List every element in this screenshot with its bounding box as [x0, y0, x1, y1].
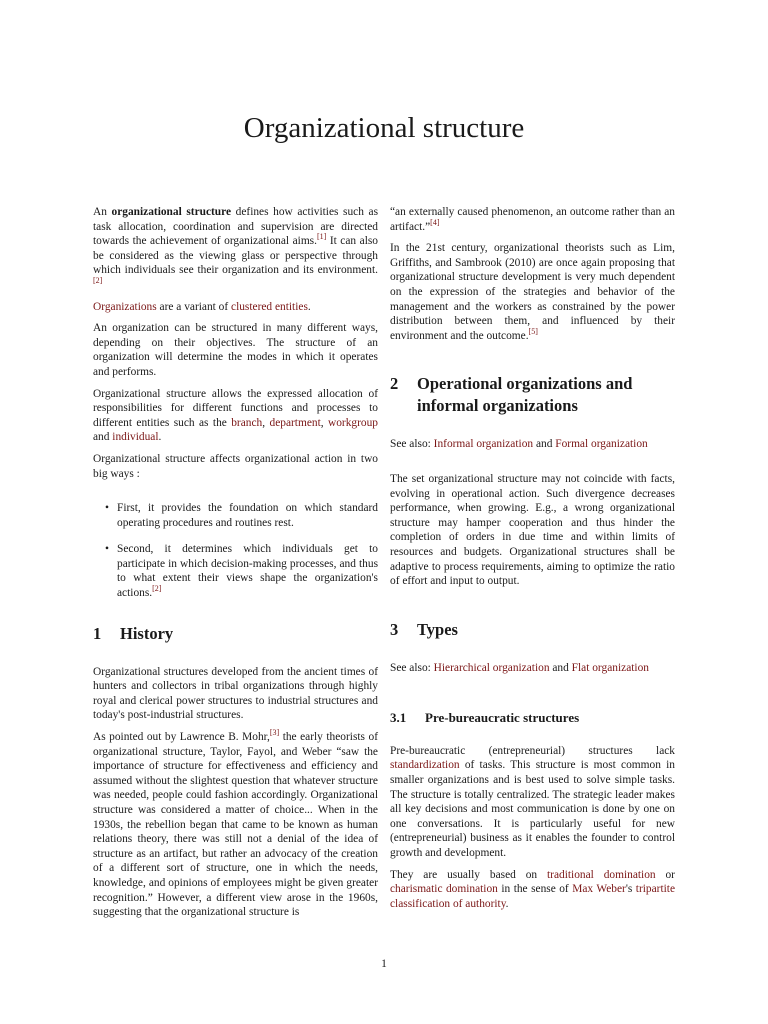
bullet-list	[93, 501, 378, 601]
page-title: Organizational structure	[243, 112, 525, 144]
citation-2[interactable]: [2]	[152, 584, 162, 594]
affects-paragraph: Organizational structure affects organizational action in two big ways :	[93, 452, 378, 480]
history-paragraph-1: Organizational structures developed from the ancient times of hunters and collectors in tribal organizations through highly royal and clerical power structures to industrial structures and today's post-industrial structures.	[93, 665, 378, 722]
informal-organization-link[interactable]: Informal organization	[433, 438, 534, 451]
section-heading-history: 1 History	[93, 623, 174, 643]
citation-2[interactable]: [2]	[93, 276, 103, 286]
organizations-link[interactable]: Organizations	[93, 300, 157, 313]
pre-bureaucratic-paragraph-1: Pre-bureaucratic (entrepreneurial) structures lack standardization of tasks. This structure is most common in smaller organizations and is best used to solve simple tasks. The structure is totally centralized. The strategic leader makes all key decisions and most communication is done by one on one conversations. It is particularly useful for new (entrepreneurial) business as it enables the founder to control growth and development.	[390, 744, 675, 860]
see-also-types: See also: Hierarchical organization and Flat organization	[390, 661, 649, 674]
left-column	[93, 205, 378, 927]
traditional-domination-link[interactable]: traditional domination	[547, 868, 656, 881]
department-link[interactable]: department	[269, 416, 321, 429]
allocation-paragraph: Organizational structure allows the expressed allocation of responsibilities for different functions and processes to different entities such as the branch, department, workgroup and individual.	[93, 387, 378, 444]
pre-bureaucratic-paragraph-2: They are usually based on traditional domination or charismatic domination in the sense of Max Weber's tripartite classification of authority.	[390, 868, 675, 910]
21st-century-paragraph: In the 21st century, organizational theorists such as Lim, Griffiths, and Sambrook (2010) are once again proposing that organizational structure development is very much dependent on the expression of the strategies and behavior of the management and the workers as constrained by the power distribution between them, and influenced by their environment and the outcome.[5]	[390, 242, 675, 342]
citation-3[interactable]: [3]	[269, 728, 280, 738]
workgroup-link[interactable]: workgroup	[328, 416, 378, 429]
citation-5[interactable]: [5]	[528, 326, 538, 336]
list-item: • Second, it determines which individuals get to participate in which decision-making processes, and thus to what extent their views shape the organization's actions.[2]	[105, 543, 378, 600]
hierarchical-organization-link[interactable]: Hierarchical organization	[433, 661, 550, 674]
structure-paragraph: An organization can be structured in many different ways, depending on their objectives. The structure of an organization will determine the modes in which it operates and performs.	[93, 322, 378, 378]
variant-paragraph: Organizations are a variant of clustered entities.	[93, 300, 311, 313]
intro-paragraph: An organizational structure defines how activities such as task allocation, coordination and supervision are directed towards the achievement of organizational aims.[1] It can also be considered as the viewing glass or perspective through which individuals see their organization and its environment.[2]	[93, 206, 379, 286]
history-paragraph-2: As pointed out by Lawrence B. Mohr,[3] the early theorists of organizational structure, Taylor, Fayol, and Weber “saw the importance of structure for effectiveness and efficiency and assumed without the slightest question that whatever structure was needed, people could fashion accordingly. Organizational structure was considered a matter of choice... When in the 1930s, the rebellion began that came to be known as human relations theory, there was still not a denial of the idea of structure as an artifact, but rather an advocacy of the creation of a different sort of structure, one in which the needs, knowledge, and opinions of employees might be given greater recognition.” However, a different view arose in the 1960s, suggesting that the organizational structure is	[93, 728, 378, 919]
bullet-icon: •	[105, 543, 109, 556]
see-also-operational: See also: Informal organization and Formal organization	[390, 438, 648, 451]
clustered-entities-link[interactable]: clustered entities	[231, 300, 308, 313]
branch-link[interactable]: branch	[231, 416, 263, 429]
citation-4[interactable]: [4]	[430, 217, 440, 227]
bullet-icon: •	[105, 502, 109, 515]
individual-link[interactable]: individual	[112, 431, 159, 444]
continued-paragraph: “an externally caused phenomenon, an outcome rather than an artifact.”[4]	[390, 206, 675, 233]
section-heading-types: 3 Types	[390, 619, 458, 639]
max-weber-link[interactable]: Max Weber	[572, 883, 626, 896]
right-column	[390, 205, 675, 918]
citation-1[interactable]: [1]	[316, 232, 327, 242]
page-number: 1	[381, 958, 387, 970]
section-heading-operational: 2 Operational organizations and informal organizations	[390, 374, 633, 416]
flat-organization-link[interactable]: Flat organization	[571, 661, 649, 674]
charismatic-domination-link[interactable]: charismatic domination	[390, 883, 498, 896]
subsection-heading-pre-bureaucratic: 3.1 Pre-bureaucratic structures	[390, 710, 580, 726]
formal-organization-link[interactable]: Formal organization	[555, 438, 648, 451]
standardization-link[interactable]: standardization	[390, 759, 460, 772]
list-item: • First, it provides the foundation on which standard operating procedures and routines rest.	[105, 502, 378, 529]
operational-paragraph: The set organizational structure may not coincide with facts, evolving in operational action. Such divergence decreases performance, when growing. E.g., a wrong organizational structure may hamper cooperation and thus hinder the completion of orders in due time and within limits of resources and budgets. Organizational structures shall be adaptive to process requirements, aiming to optimize the ratio of effort and input to output.	[390, 472, 675, 588]
tripartite-classification-link[interactable]: tripartite classification of authority	[390, 883, 675, 910]
